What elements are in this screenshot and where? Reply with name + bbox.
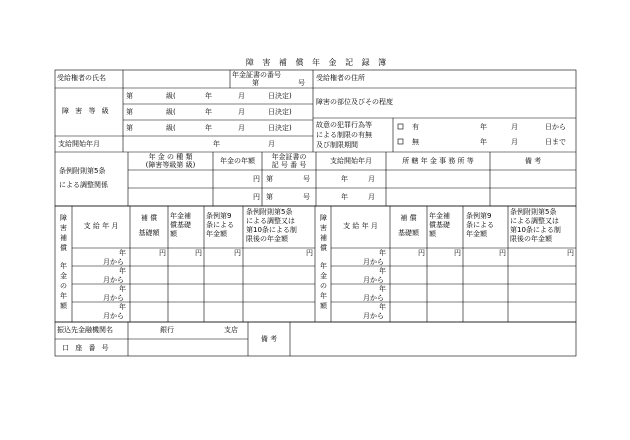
annual-right-row-3-from: 月から (363, 294, 384, 302)
annual-col-art9-2-left: 条による (206, 221, 234, 229)
annual-vertical-label-left: 障 害 補 償 年 金 の 年 額 (60, 214, 67, 310)
misconduct-from-month: 月 (511, 123, 518, 131)
adj-row-2-go: 号 (303, 193, 310, 201)
grade-row-2-year: 年 (205, 108, 212, 116)
annual-col-adj-1-left: 条例附則第5条 (246, 208, 293, 216)
annual-col-pbasic-2-right: 償基礎 (429, 221, 450, 229)
annual-right-row-1-yen-d: 円 (567, 249, 574, 257)
col-pension-type-1: 年 金 の 種 類 (148, 153, 193, 161)
misconduct-no: 無 (412, 138, 419, 146)
annual-col-adj-3-left: 第10条による制 (246, 226, 297, 234)
annual-vertical-label-right: 障 害 補 償 年 金 の 年 額 (320, 214, 327, 310)
annual-col-basic-2-right: 基礎額 (398, 229, 419, 237)
pension-cert-go: 号 (298, 79, 305, 87)
bank-label: 振込先金融機関名 (57, 326, 113, 334)
grade-row-2-kyu: 級( (166, 108, 176, 116)
misconduct-yes: 有 (412, 123, 419, 131)
annual-col-art9-2-right: 条による (466, 221, 494, 229)
grade-row-1-month: 月 (238, 92, 245, 100)
annual-left-row-4-from: 月から (103, 312, 124, 320)
annual-right-row-1-year: 年 (379, 249, 386, 257)
grade-row-3-year: 年 (205, 124, 212, 132)
col-cert-2: 記 号 番 号 (271, 161, 307, 169)
annual-col-basic-1-left: 補 償 (140, 214, 158, 222)
pension-cert-label: 年金証書の番号 (232, 71, 281, 79)
annual-col-pbasic-2-left: 償基礎 (170, 221, 191, 229)
col-cert-1: 年金証書の (271, 153, 307, 161)
annual-col-adj-1-right: 条例附則第5条 (510, 208, 557, 216)
annual-col-art9-3-left: 年金額 (206, 230, 227, 238)
adj-row-1-go: 号 (303, 175, 310, 183)
annual-left-row-2-year: 年 (119, 267, 126, 275)
annual-col-period-right: 支 給 年 月 (343, 222, 378, 230)
grade-label: 障 害 等 級 (62, 107, 111, 115)
annual-left-row-1-yen-b: 円 (195, 249, 202, 257)
annual-left-row-1-yen-a: 円 (159, 249, 166, 257)
misconduct-label-1: 故意の犯罪行為等 (316, 121, 372, 129)
annual-left-row-1-from: 月から (103, 258, 124, 266)
annual-col-pbasic-1-left: 年金補 (170, 212, 191, 220)
grade-row-2-decided: 日決定) (268, 108, 292, 116)
grade-row-3-month: 月 (238, 124, 245, 132)
payment-start-label: 支給開始年月 (58, 140, 100, 148)
grade-row-3-decided: 日決定) (268, 124, 292, 132)
recipient-address-label: 受給権者の住所 (316, 74, 365, 82)
annual-col-pbasic-3-right: 額 (429, 230, 436, 238)
adjustment-label-1: 条例附則第5条 (59, 167, 106, 175)
annual-right-row-2-from: 月から (363, 276, 384, 284)
adj-row-1-yen: 円 (253, 175, 260, 183)
annual-col-art9-3-right: 年金額 (466, 230, 487, 238)
grade-row-2-dai: 第 (126, 108, 133, 116)
annual-right-row-1-yen-a: 円 (418, 249, 425, 257)
col-annual-amount: 年金の年額 (220, 157, 255, 165)
annual-left-row-1-yen-c: 円 (234, 249, 241, 257)
checkbox-no (398, 139, 403, 144)
annual-col-art9-1-left: 条例第9 (206, 212, 232, 220)
col-office: 所 轄 年 金 事 務 所 等 (402, 157, 474, 165)
col-pension-type-2: (障害等級第 級) (145, 161, 196, 169)
adj-row-2-dai: 第 (266, 193, 273, 201)
grade-row-3-dai: 第 (126, 124, 133, 132)
misconduct-from: 日から (545, 123, 566, 131)
annual-left-row-2-from: 月から (103, 276, 124, 284)
misconduct-label-3: 及び制限期間 (316, 141, 358, 149)
annual-right-row-2-year: 年 (379, 267, 386, 275)
adj-row-2-year: 年 (341, 193, 348, 201)
grade-row-2-month: 月 (238, 108, 245, 116)
col-start-month: 支給開始年月 (330, 157, 372, 165)
grade-row-1-year: 年 (205, 92, 212, 100)
recipient-name-label: 受給権者の氏名 (57, 74, 106, 82)
grade-row-1-decided: 日決定) (268, 92, 292, 100)
account-number-label: 口 座 番 号 (62, 344, 111, 352)
annual-col-adj-4-left: 限後の年金額 (246, 235, 288, 243)
misconduct-from-year: 年 (480, 123, 487, 131)
annual-col-period-left: 支 給 年 月 (83, 222, 119, 230)
annual-left-row-4-year: 年 (119, 303, 126, 311)
misconduct-label-2: による制限の有無 (316, 131, 372, 139)
misconduct-until: 日まで (545, 138, 566, 146)
annual-col-adj-3-right: 第10条による制 (510, 226, 561, 234)
annual-col-basic-2-left: 基礎額 (138, 229, 160, 237)
payment-start-year: 年 (213, 140, 220, 148)
annual-right-row-1-from: 月から (363, 258, 384, 266)
annual-right-row-4-from: 月から (363, 312, 384, 320)
annual-left-row-1-year: 年 (119, 249, 126, 257)
payment-start-month: 月 (268, 140, 275, 148)
annual-right-row-1-yen-c: 円 (499, 249, 506, 257)
annual-col-adj-2-left: による調整又は (246, 217, 295, 225)
adj-row-2-yen: 円 (253, 193, 260, 201)
grade-row-1-kyu: 級( (166, 92, 176, 100)
col-remarks: 備 考 (524, 157, 542, 165)
grade-row-1-dai: 第 (126, 92, 133, 100)
annual-col-basic-1-right: 補 償 (400, 214, 417, 222)
bank-ginko: 銀行 (160, 326, 174, 334)
misconduct-until-month: 月 (511, 138, 518, 146)
annual-right-row-4-year: 年 (379, 303, 386, 311)
adj-row-2-month: 月 (368, 193, 375, 201)
injury-label: 障害の部位及びその程度 (316, 98, 393, 106)
adj-row-1-dai: 第 (266, 175, 273, 183)
annual-col-pbasic-3-left: 額 (170, 230, 177, 238)
annual-left-row-3-from: 月から (103, 294, 124, 302)
annual-col-pbasic-1-right: 年金補 (429, 212, 450, 220)
annual-left-row-1-yen-d: 円 (306, 249, 313, 257)
adj-row-1-year: 年 (341, 175, 348, 183)
checkbox-yes (398, 124, 403, 129)
annual-col-art9-1-right: 条例第9 (466, 212, 492, 220)
bank-shiten: 支店 (224, 326, 238, 334)
annual-right-row-3-year: 年 (379, 285, 386, 293)
bank-remarks-label: 備 考 (260, 335, 278, 343)
pension-cert-dai: 第 (252, 79, 259, 87)
adj-row-1-month: 月 (368, 175, 375, 183)
annual-col-adj-4-right: 限後の年金額 (510, 235, 552, 243)
grade-row-3-kyu: 級( (166, 124, 176, 132)
annual-left-row-3-year: 年 (119, 285, 126, 293)
annual-right-row-1-yen-b: 円 (454, 249, 461, 257)
adjustment-label-2: による調整関係 (59, 181, 108, 189)
page-title: 障 害 補 償 年 金 記 録 簿 (245, 58, 390, 67)
misconduct-until-year: 年 (480, 138, 487, 146)
annual-col-adj-2-right: による調整又は (510, 217, 559, 225)
